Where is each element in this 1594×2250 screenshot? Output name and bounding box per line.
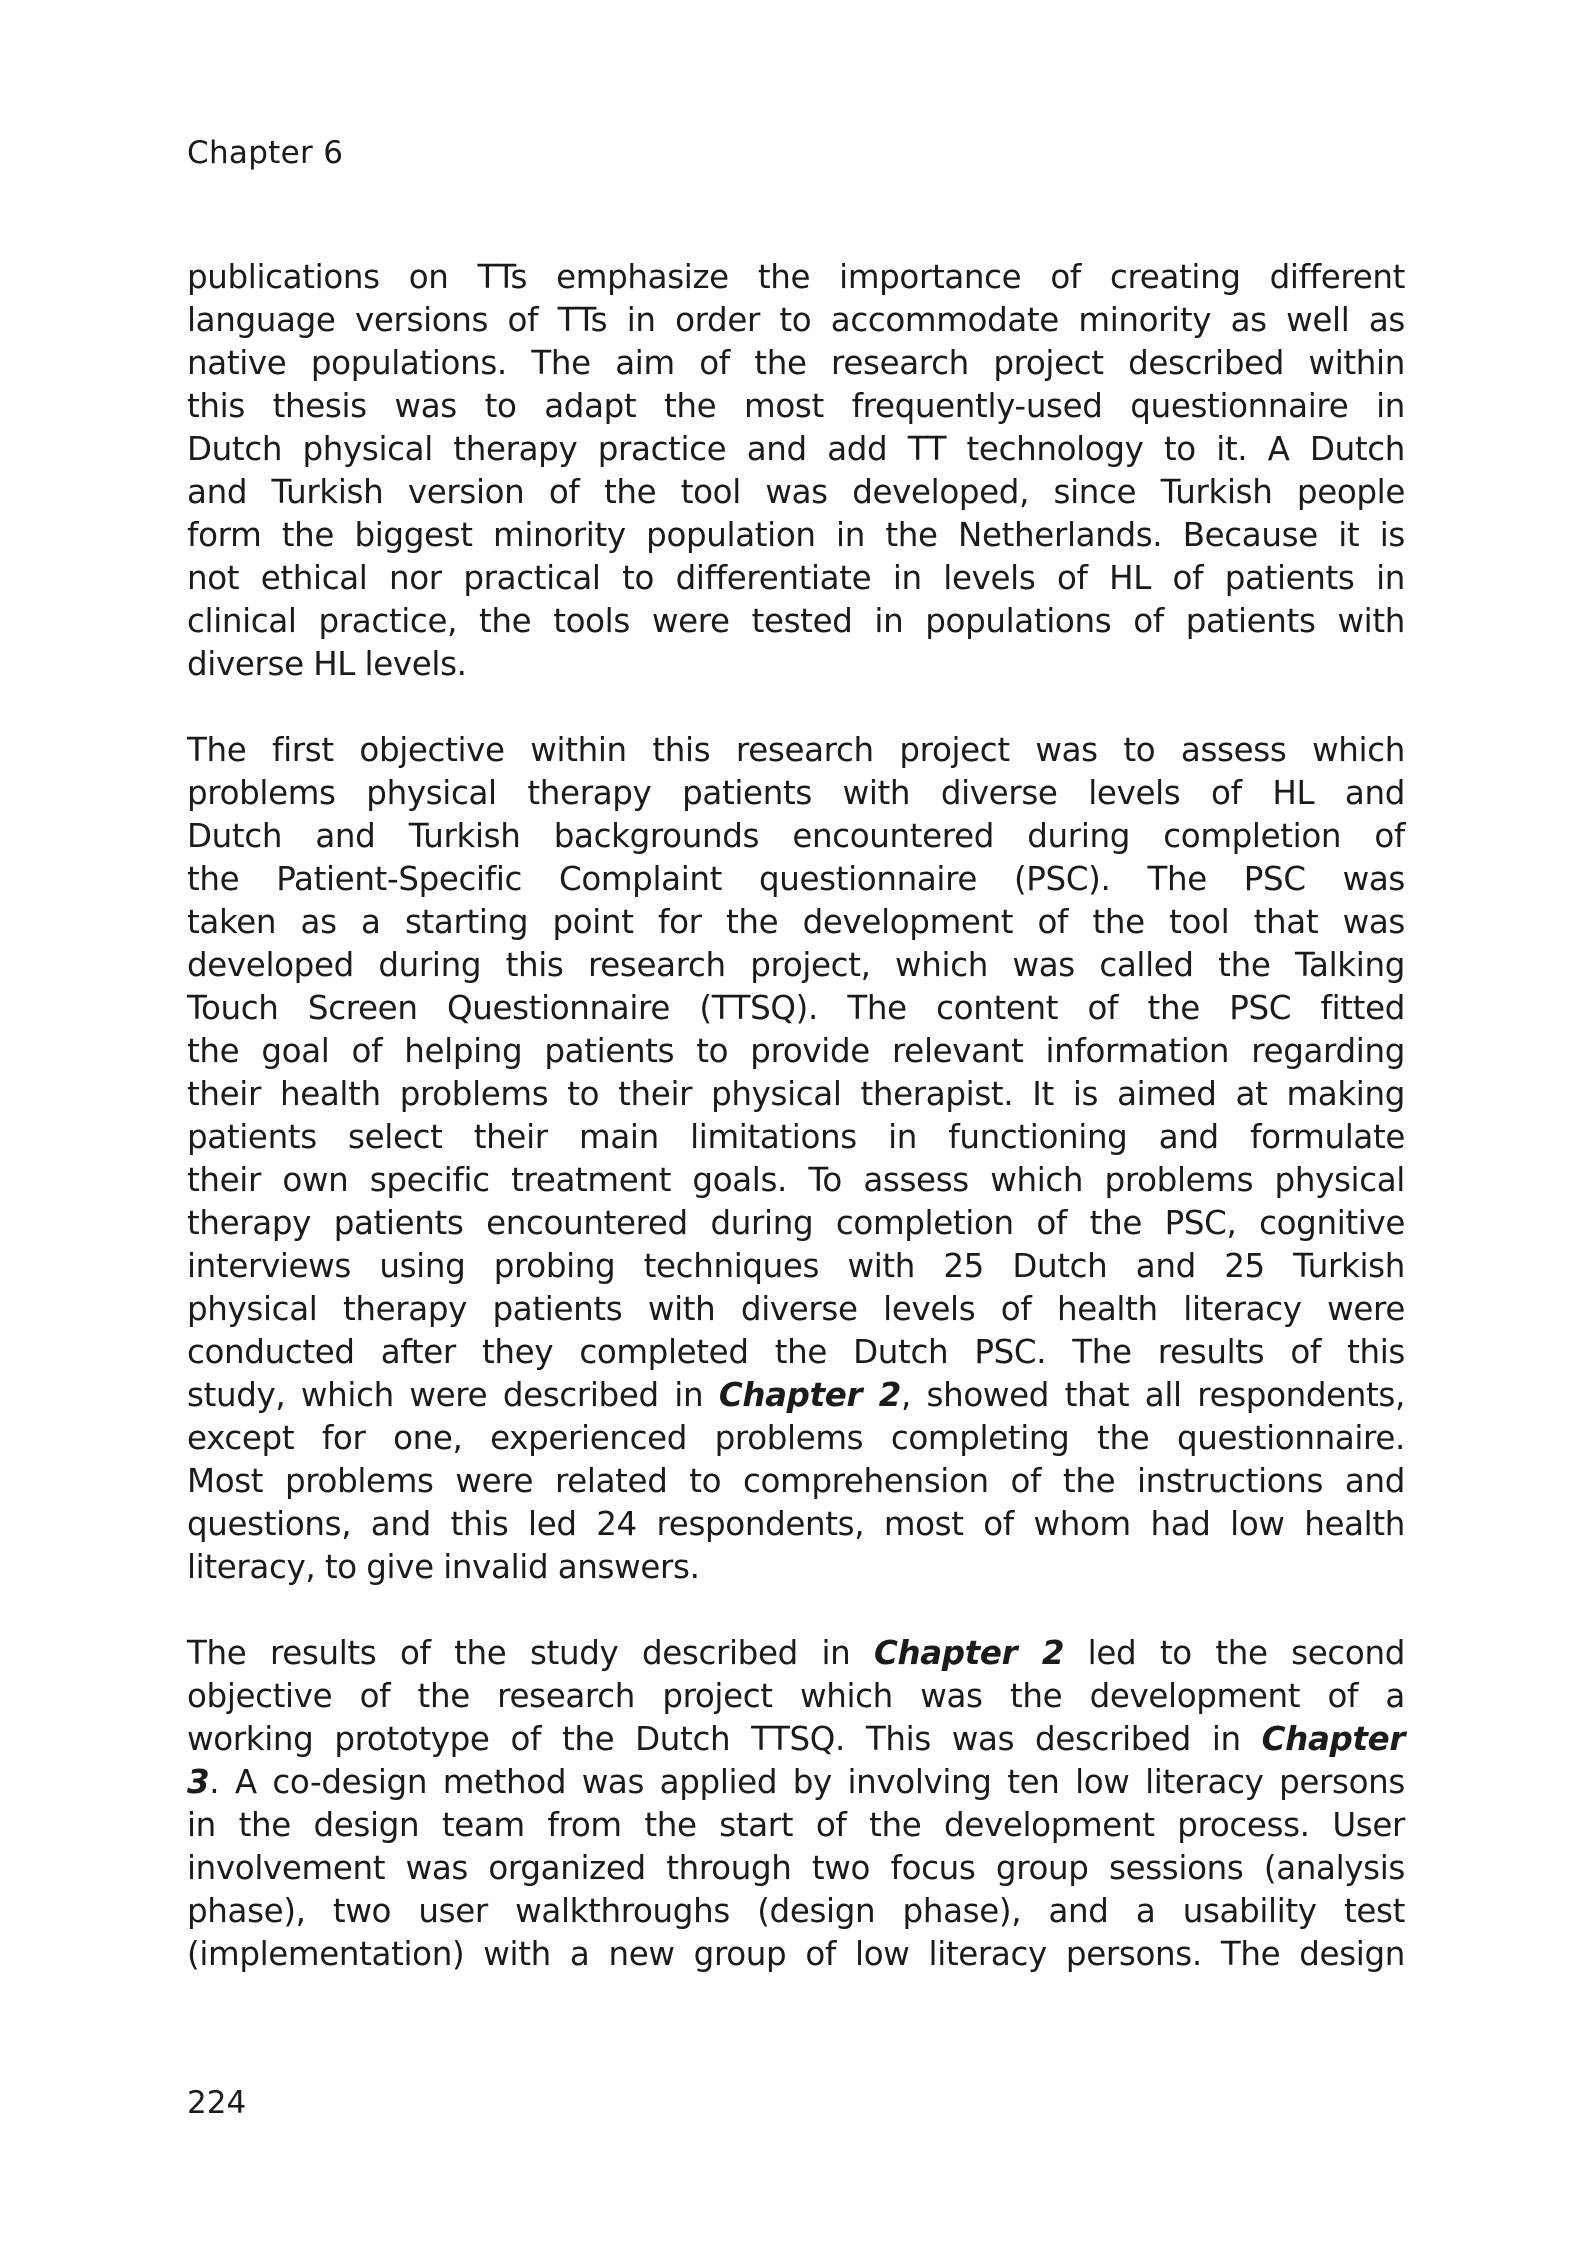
- text-line: patients select their main limitations in functioning and formulate: [187, 1118, 1405, 1156]
- text-line: except for one, experienced problems completing the questionnaire.: [187, 1419, 1405, 1457]
- text-segment: led to the second: [1064, 1634, 1405, 1672]
- text-line: Touch Screen Questionnaire (TTSQ). The content of the PSC fitted: [187, 989, 1405, 1027]
- chapter-reference: Chapter 2: [718, 1376, 901, 1414]
- text-line: questions, and this led 24 respondents, most of whom had low health: [187, 1505, 1405, 1543]
- page-number: 224: [187, 2085, 247, 2121]
- text-line: Dutch and Turkish backgrounds encountered during completion of: [187, 817, 1405, 855]
- text-segment: study, which were described in: [187, 1376, 719, 1414]
- text-line: language versions of TTs in order to accommodate minority as well as: [187, 301, 1405, 339]
- chapter-reference: Chapter: [1261, 1720, 1405, 1758]
- chapter-reference: Chapter 2: [873, 1634, 1065, 1672]
- text-segment: The results of the study described in: [187, 1634, 874, 1672]
- text-line: problems physical therapy patients with diverse levels of HL and: [187, 774, 1405, 812]
- text-line: physical therapy patients with diverse levels of health literacy were: [187, 1290, 1405, 1328]
- text-line: conducted after they completed the Dutch PSC. The results of this: [187, 1333, 1405, 1371]
- paragraph-1: [187, 256, 1405, 686]
- text-line: their own specific treatment goals. To assess which problems physical: [187, 1161, 1405, 1199]
- text-line: clinical practice, the tools were tested in populations of patients with: [187, 602, 1405, 640]
- text-line: literacy, to give invalid answers.: [187, 1548, 700, 1586]
- text-line: (implementation) with a new group of low literacy persons. The design: [187, 1935, 1405, 1973]
- text-line: not ethical nor practical to differentiate in levels of HL of patients in: [187, 559, 1405, 597]
- text-line: objective of the research project which was the development of a: [187, 1677, 1405, 1715]
- body-text: [187, 256, 1405, 2019]
- running-header: Chapter 6: [187, 135, 344, 171]
- chapter-reference: 3: [187, 1763, 210, 1801]
- paragraph-3: [187, 1632, 1405, 1976]
- text-line: Most problems were related to comprehension of the instructions and: [187, 1462, 1405, 1500]
- paragraph-2: [187, 729, 1405, 1589]
- text-line: The first objective within this research project was to assess which: [187, 731, 1405, 769]
- text-line: form the biggest minority population in the Netherlands. Because it is: [187, 516, 1405, 554]
- text-line: taken as a starting point for the development of the tool that was: [187, 903, 1405, 941]
- text-line: phase), two user walkthroughs (design phase), and a usability test: [187, 1892, 1405, 1930]
- text-line: native populations. The aim of the research project described within: [187, 344, 1405, 382]
- text-line: and Turkish version of the tool was developed, since Turkish people: [187, 473, 1405, 511]
- text-line: diverse HL levels.: [187, 645, 467, 683]
- text-line: developed during this research project, which was called the Talking: [187, 946, 1405, 984]
- text-line-with-chapter-ref: [187, 1718, 1405, 1761]
- text-line-with-chapter-ref: [187, 1761, 1405, 1804]
- text-segment: . A co-design method was applied by involving ten low literacy persons: [209, 1763, 1405, 1801]
- text-line: therapy patients encountered during completion of the PSC, cognitive: [187, 1204, 1405, 1242]
- text-line: this thesis was to adapt the most frequently-used questionnaire in: [187, 387, 1405, 425]
- text-line: the goal of helping patients to provide relevant information regarding: [187, 1032, 1405, 1070]
- text-line: involvement was organized through two focus group sessions (analysis: [187, 1849, 1405, 1887]
- text-line: in the design team from the start of the development process. User: [187, 1806, 1405, 1844]
- text-line: Dutch physical therapy practice and add TT technology to it. A Dutch: [187, 430, 1405, 468]
- text-line: publications on TTs emphasize the importance of creating different: [187, 258, 1405, 296]
- text-line: interviews using probing techniques with 25 Dutch and 25 Turkish: [187, 1247, 1405, 1285]
- text-line-with-chapter-ref: [187, 1632, 1405, 1675]
- text-segment: working prototype of the Dutch TTSQ. This was described in: [187, 1720, 1262, 1758]
- text-line-with-chapter-ref: [187, 1374, 1405, 1417]
- text-line: the Patient-Specific Complaint questionnaire (PSC). The PSC was: [187, 860, 1405, 898]
- text-segment: , showed that all respondents,: [900, 1376, 1405, 1414]
- text-line: their health problems to their physical therapist. It is aimed at making: [187, 1075, 1405, 1113]
